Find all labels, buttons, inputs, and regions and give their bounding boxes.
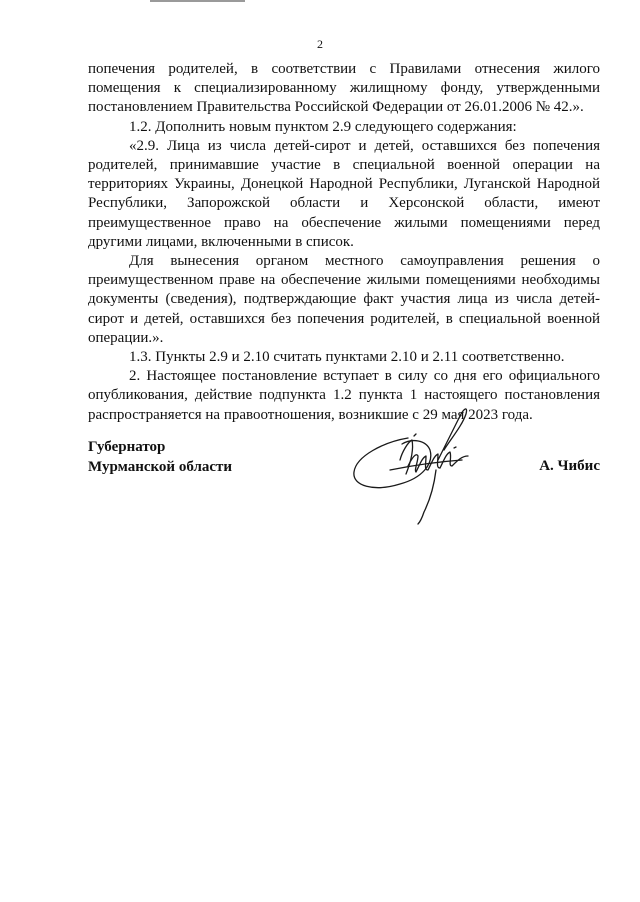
- signer-name: А. Чибис: [539, 458, 600, 474]
- handwritten-signature: [350, 400, 500, 525]
- document-body: [88, 60, 600, 425]
- signer-title: [88, 438, 232, 477]
- signature-block: [88, 400, 600, 530]
- paragraph-item-1-2: 1.2. Дополнить новым пунктом 2.9 следующего содержания:: [129, 118, 517, 135]
- paragraph-item-1-3: 1.3. Пункты 2.9 и 2.10 считать пунктами 2.10 и 2.11 соответственно.: [129, 349, 565, 366]
- signer-title-line1: Губернатор: [88, 439, 166, 455]
- paragraph-item-2-9: «2.9. Лица из числа детей-сирот и детей, оставшихся без попечения родителей, принимавшие участие в специальной военной операции на территориях Украины, Донецкой Народной Республики, Луганской Народной Республики, Запорожской области и Херсонской области, имеют преимущественное право на обеспечение жилыми помещениями перед другими лицами, включенными в список.: [88, 137, 600, 250]
- page-number: 2: [317, 37, 323, 51]
- paragraph-continuation: попечения родителей, в соответствии с Правилами отнесения жилого помещения к специализированному жилищному фонду, утвержденными постановлением Правительства Российской Федерации от 26.01.2006 № 42.».: [88, 61, 600, 116]
- paragraph-documents: Для вынесения органом местного самоуправления решения о преимущественном праве на обеспечение жилыми помещениями необходимы документы (сведения), подтверждающие факт участия лица из числа детей-сирот и детей, оставшихся без попечения родителей, в специальной военной операции.».: [88, 253, 600, 346]
- signer-title-line2: Мурманской области: [88, 458, 233, 475]
- scan-edge-line: [150, 0, 245, 2]
- paragraph-item-2: 2. Настоящее постановление вступает в силу со дня его официального опубликования, действие подпункта 1.2 пункта 1 настоящего постановления распространяется на правоотношения, возникшие с 29 мая 2023 года.: [88, 368, 600, 423]
